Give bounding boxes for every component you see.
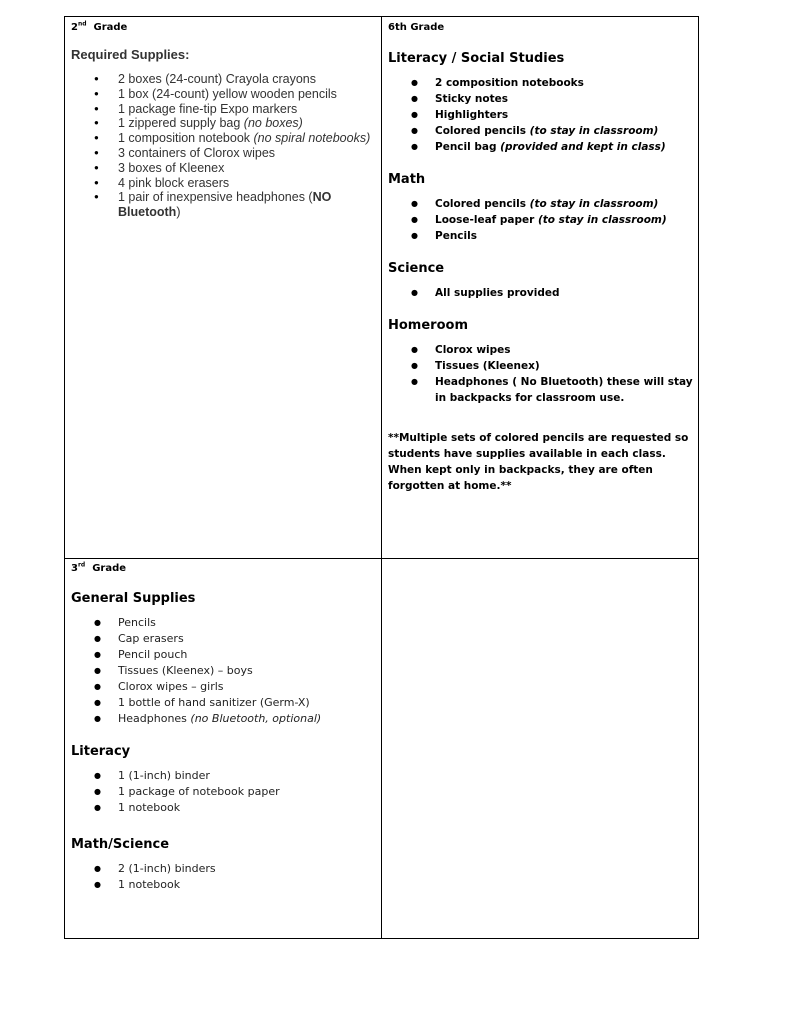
list-item: ● Pencil pouch [71, 647, 376, 663]
literacy-social-studies-heading: Literacy / Social Studies [388, 51, 565, 66]
math-list [388, 196, 696, 244]
science-list [388, 285, 696, 301]
grade-6-cell [388, 21, 696, 494]
literacy-heading: Literacy [71, 744, 131, 759]
math-science-heading: Math/Science [71, 837, 170, 852]
list-item: ● 3 containers of Clorox wipes [71, 146, 376, 161]
list-item: ● 1 box (24-count) yellow wooden pencils [71, 87, 376, 102]
list-item: ● 1 zippered supply bag (no boxes) [71, 116, 376, 131]
list-item: ● 1 pair of inexpensive headphones (NO Bluetooth) [71, 190, 376, 220]
list-item: ● Pencils [388, 228, 696, 244]
list-item: ● 1 package of notebook paper [71, 784, 376, 800]
grade-6-title: 6th Grade [388, 22, 445, 33]
general-supplies-heading: General Supplies [71, 591, 196, 606]
list-item: ● Headphones ( No Bluetooth) these will stay in backpacks for classroom use. [388, 374, 696, 406]
list-item: ● Pencils [71, 615, 376, 631]
row-divider [65, 558, 698, 559]
list-item: ● 1 package fine-tip Expo markers [71, 102, 376, 117]
general-supplies-list [71, 615, 376, 727]
list-item: ● Sticky notes [388, 91, 696, 107]
math-heading: Math [388, 172, 426, 187]
grade-3-cell [71, 562, 376, 893]
list-item: ● Headphones (no Bluetooth, optional) [71, 711, 376, 727]
list-item: ● Colored pencils (to stay in classroom) [388, 196, 696, 212]
grade-2-list [71, 72, 376, 220]
colored-pencils-note: **Multiple sets of colored pencils are requested so students have supplies available in each class. When kept only in backpacks, they are often forgotten at home.** [388, 432, 689, 492]
list-item: ● 1 notebook [71, 800, 376, 816]
supply-list-table [64, 16, 699, 939]
list-item: ● Highlighters [388, 107, 696, 123]
math-science-list [71, 861, 376, 893]
grade-2-cell [71, 21, 376, 220]
grade-2-title: 2nd Grade [71, 20, 128, 33]
homeroom-heading: Homeroom [388, 318, 468, 333]
list-item: ● 1 bottle of hand sanitizer (Germ-X) [71, 695, 376, 711]
list-item: ● Tissues (Kleenex) [388, 358, 696, 374]
list-item: ● Loose-leaf paper (to stay in classroom) [388, 212, 696, 228]
list-item: ● All supplies provided [388, 285, 696, 301]
list-item: ● Clorox wipes – girls [71, 679, 376, 695]
literacy-list [71, 768, 376, 816]
list-item: ● 2 boxes (24-count) Crayola crayons [71, 72, 376, 87]
required-supplies-heading: Required Supplies: [71, 47, 190, 62]
column-divider [381, 17, 382, 938]
list-item: ● 4 pink block erasers [71, 176, 376, 191]
list-item: ● Tissues (Kleenex) – boys [71, 663, 376, 679]
literacy-social-studies-list [388, 75, 696, 155]
list-item: ● 1 notebook [71, 877, 376, 893]
science-heading: Science [388, 261, 445, 276]
list-item: ● 2 (1-inch) binders [71, 861, 376, 877]
list-item: ● 3 boxes of Kleenex [71, 161, 376, 176]
homeroom-list [388, 342, 696, 406]
list-item: ● Colored pencils (to stay in classroom) [388, 123, 696, 139]
list-item: ● Clorox wipes [388, 342, 696, 358]
list-item: ● Cap erasers [71, 631, 376, 647]
list-item: ● Pencil bag (provided and kept in class) [388, 139, 696, 155]
list-item: ● 1 (1-inch) binder [71, 768, 376, 784]
grade-3-title: 3rd Grade [71, 561, 127, 574]
list-item: ● 1 composition notebook (no spiral notebooks) [71, 131, 376, 146]
list-item: ● 2 composition notebooks [388, 75, 696, 91]
